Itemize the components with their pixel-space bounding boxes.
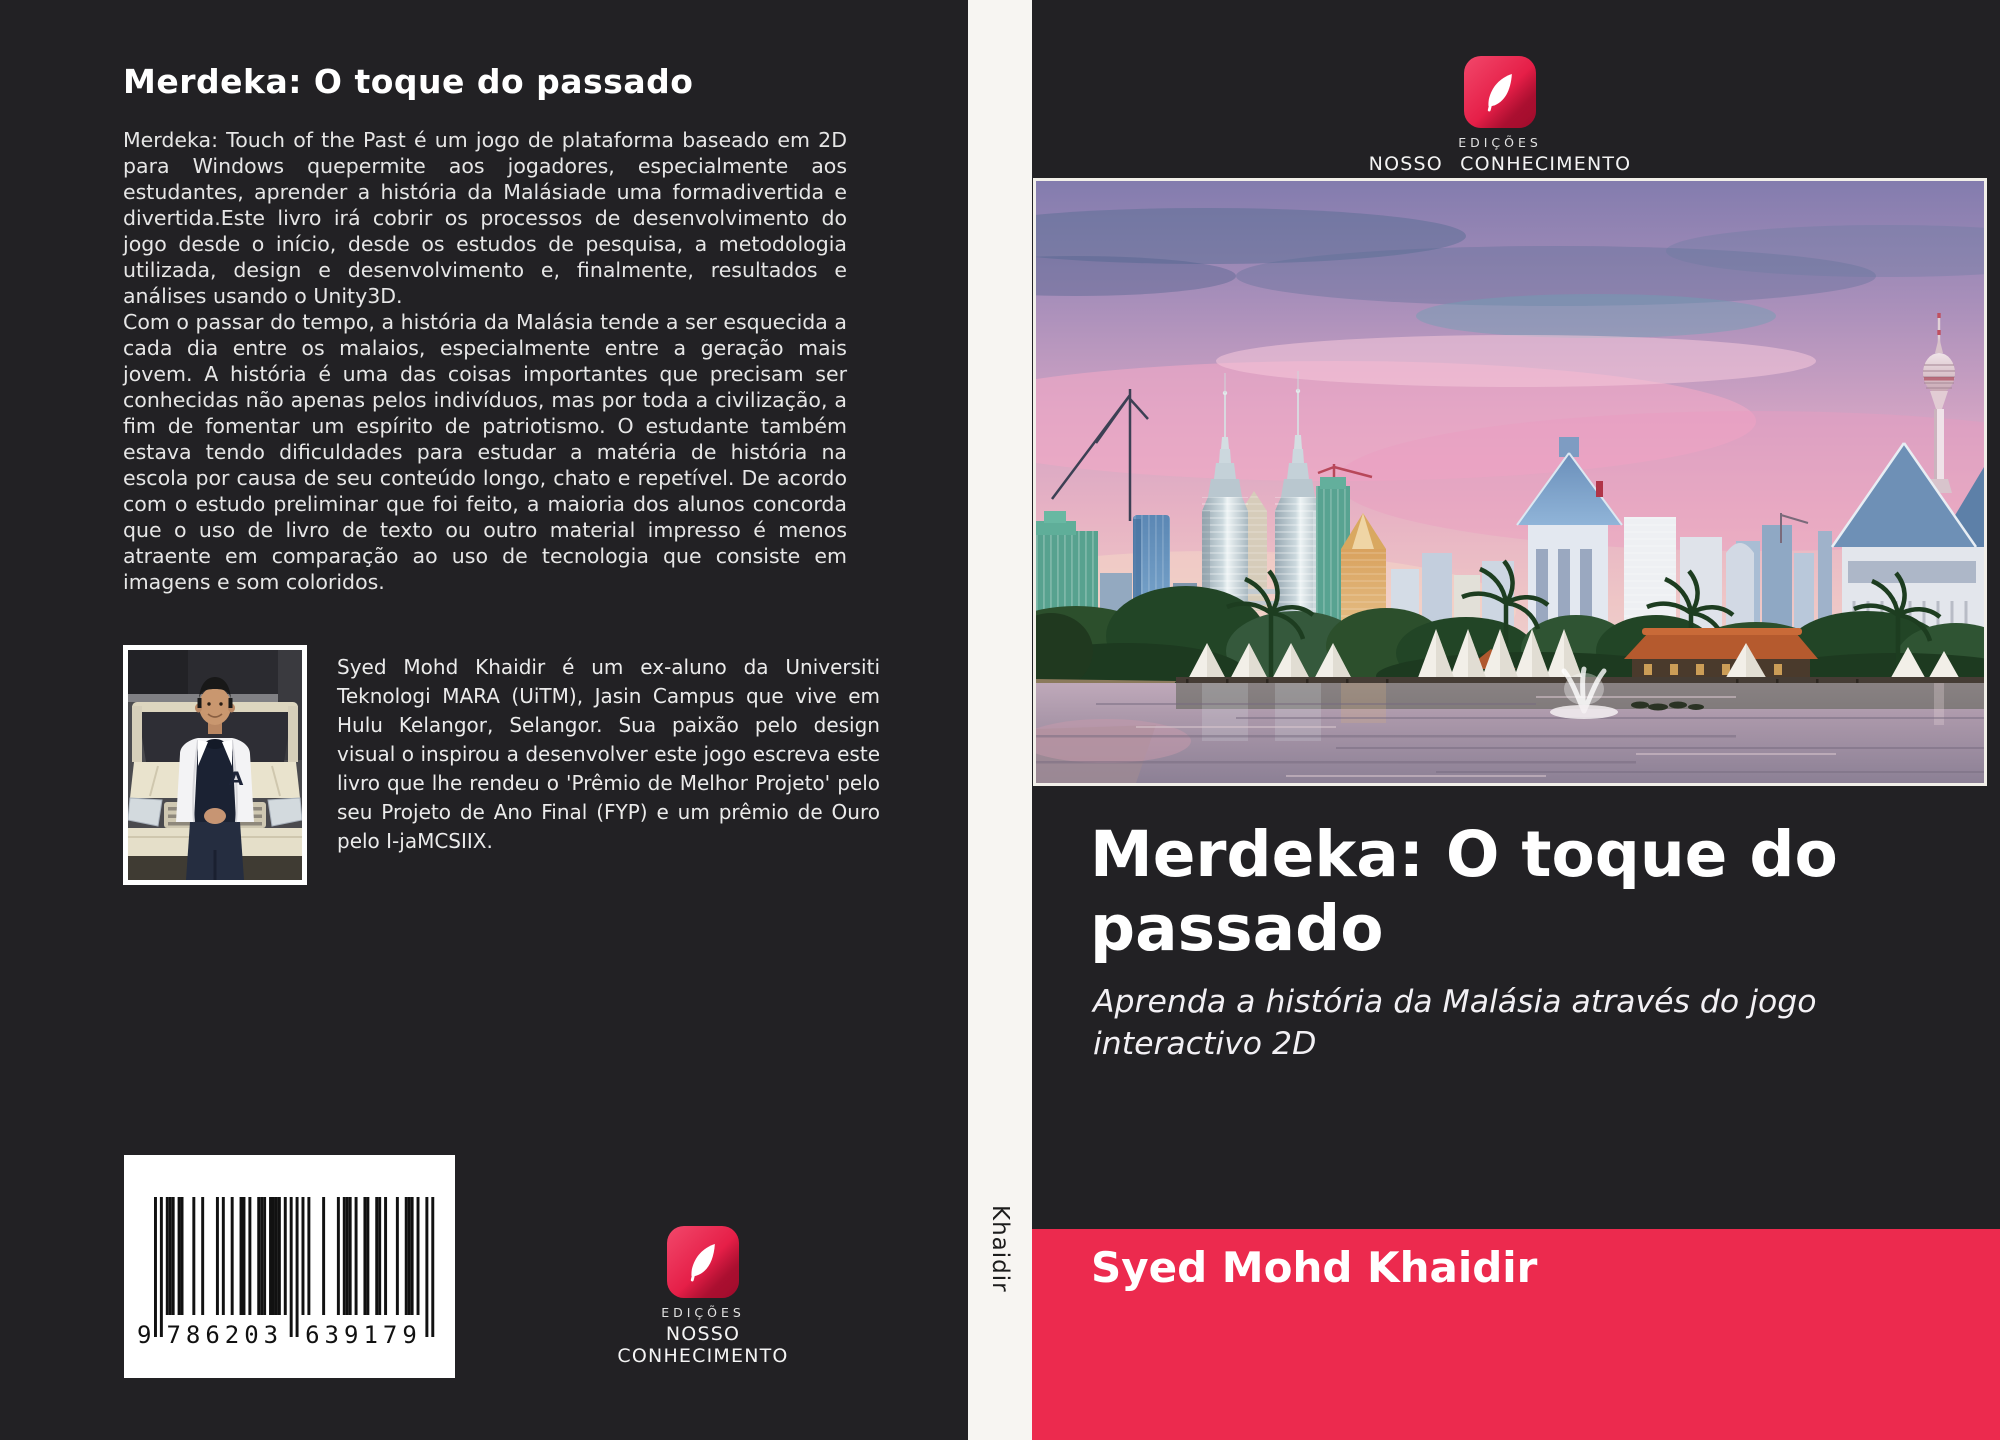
publisher-logo [667,1226,739,1298]
feather-icon [1477,69,1523,115]
author-band [1032,1229,2000,1440]
barcode-bars [136,1191,443,1353]
cover-photo [1033,178,1987,786]
publisher-block-front [1350,56,1650,175]
publisher-tagline: EDIÇÕES [1458,135,1542,150]
spine [968,0,1032,1440]
synopsis [123,127,847,595]
author-bio: Syed Mohd Khaidir é um ex-aluno da Universiti Teknologi MARA (UiTM), Jasin Campus que vive em Hulu Kelangor, Selangor. Sua paixão pelo design visual o inspirou a desenvolver este jogo escreva este livro que lhe rendeu o 'Prêmio de Melhor Projeto' pelo seu Projeto de Ano Final (FYP) e um prêmio de Ouro pelo I-jaMCSIIX. [337,655,880,853]
back-title: Merdeka: O toque do passado [123,62,694,101]
spine-author: Khaidir [987,1205,1013,1293]
front-cover [1032,0,2000,1440]
synopsis-paragraph-2: Com o passar do tempo, a história da Malásia tende a ser esquecida a cada dia entre os malaios, especialmente entre a geração mais jovem. A história é uma das coisas importantes que precisam ser conhecidas não apenas pelos indivíduos, mas por toda a civilização, a fim de fomentar um espírito de patriotismo. O estudante também estava tendo dificuldades para estudar a matéria de história na escola por causa de seu conteúdo longo, chato e repetível. De acordo com o estudo preliminar que foi feito, a maioria dos alunos concorda que o uso de livro de texto ou outro material impresso é menos atraente em comparação ao uso de tecnologia que consiste em imagens e som coloridos. [123,310,847,594]
svg-text:786203: 786203 [166,1321,284,1349]
publisher-tagline: EDIÇÕES [661,1305,745,1320]
author-section [123,645,880,885]
publisher-name: NOSSO CONHECIMENTO [1368,153,1632,175]
publisher-block-back [583,1226,823,1367]
front-author-name: Syed Mohd Khaidir [1091,1243,1538,1292]
kuala-lumpur-skyline-illustration [1036,181,1984,783]
feather-icon [680,1239,726,1285]
svg-text:9: 9 [137,1321,152,1349]
isbn-barcode [124,1155,455,1378]
front-subtitle: Aprenda a história da Malásia através do jogo interactivo 2D [1093,984,1817,1062]
svg-text:639179: 639179 [305,1321,422,1349]
publisher-name: NOSSO CONHECIMENTO [617,1323,789,1367]
front-title: Merdeka: O toque do passado [1090,818,1838,965]
jacket-letter: A [228,768,244,790]
author-photo [123,645,307,885]
lake [1036,669,1984,783]
synopsis-paragraph-1: Merdeka: Touch of the Past é um jogo de plataforma baseado em 2D para Windows quepermite aos jogadores, especialmente aos estudantes, aprender a história da Malásiade uma formadivertida e divertida.Este livro irá cobrir os processos de desenvolvimento do jogo desde o início, desde os estudos de pesquisa, a metodologia utilizada, design e desenvolvimento e, finalmente, resultados e análises usando o Unity3D. [123,128,847,308]
back-cover [0,0,968,1440]
author-photo-illustration [128,650,302,880]
publisher-logo [1464,56,1536,128]
